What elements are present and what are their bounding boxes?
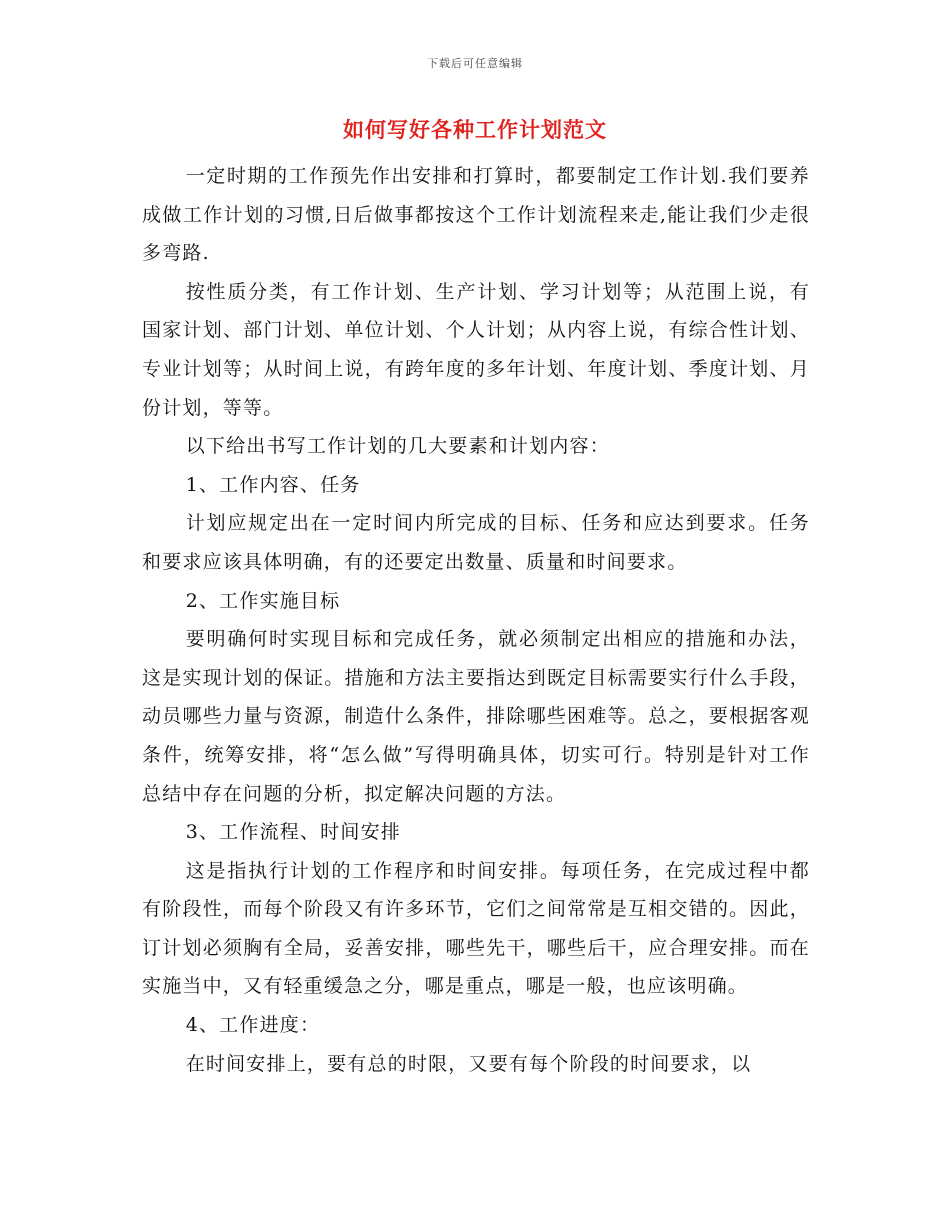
section-heading-4: 4、工作进度： bbox=[185, 1014, 321, 1037]
paragraph-section-2: 要明确何时实现目标和完成任务，就必须制定出相应的措施和办法，这是实现计划的保证。措施和方法主要指达到既定目标需要实行什么手段，动员哪些力量与资源，制造什么条件，排除哪些困难等。总之，要根据客观条件，统筹安排，将“怎么做”写得明确具体，切实可行。特别是针对工作总结中存在问题的分析，拟定解决问题的方法。 bbox=[142, 628, 810, 805]
document-title: 如何写好各种工作计划范文 bbox=[343, 117, 607, 142]
document-body bbox=[142, 157, 810, 1083]
paragraph-classification: 按性质分类，有工作计划、生产计划、学习计划等；从范围上说，有国家计划、部门计划、单位计划、个人计划；从内容上说，有综合性计划、专业计划等；从时间上说，有跨年度的多年计划、年度计划、季度计划、月份计划，等等。 bbox=[142, 280, 810, 419]
paragraph-section-4: 在时间安排上，要有总的时限，又要有每个阶段的时间要求，以 bbox=[185, 1052, 752, 1075]
section-heading-3: 3、工作流程、时间安排 bbox=[185, 821, 401, 844]
section-heading-1: 1、工作内容、任务 bbox=[185, 473, 361, 496]
paragraph-section-3: 这是指执行计划的工作程序和时间安排。每项任务，在完成过程中都有阶段性，而每个阶段又有许多环节，它们之间常常是互相交错的。因此，订计划必须胸有全局，妥善安排，哪些先干，哪些后干，应合理安排。而在实施当中，又有轻重缓急之分，哪是重点，哪是一般，也应该明确。 bbox=[142, 859, 810, 998]
paragraph-section-1: 计划应规定出在一定时间内所完成的目标、任务和应达到要求。任务和要求应该具体明确，有的还要定出数量、质量和时间要求。 bbox=[142, 512, 810, 573]
paragraph-elements-intro: 以下给出书写工作计划的几大要素和计划内容： bbox=[185, 435, 610, 458]
section-heading-2: 2、工作实施目标 bbox=[185, 589, 341, 612]
paragraph-intro: 一定时期的工作预先作出安排和打算时，都要制定工作计划.我们要养成做工作计划的习惯,日后做事都按这个工作计划流程来走,能让我们少走很多弯路. bbox=[142, 165, 810, 265]
header-note: 下载后可任意编辑 bbox=[427, 57, 523, 70]
